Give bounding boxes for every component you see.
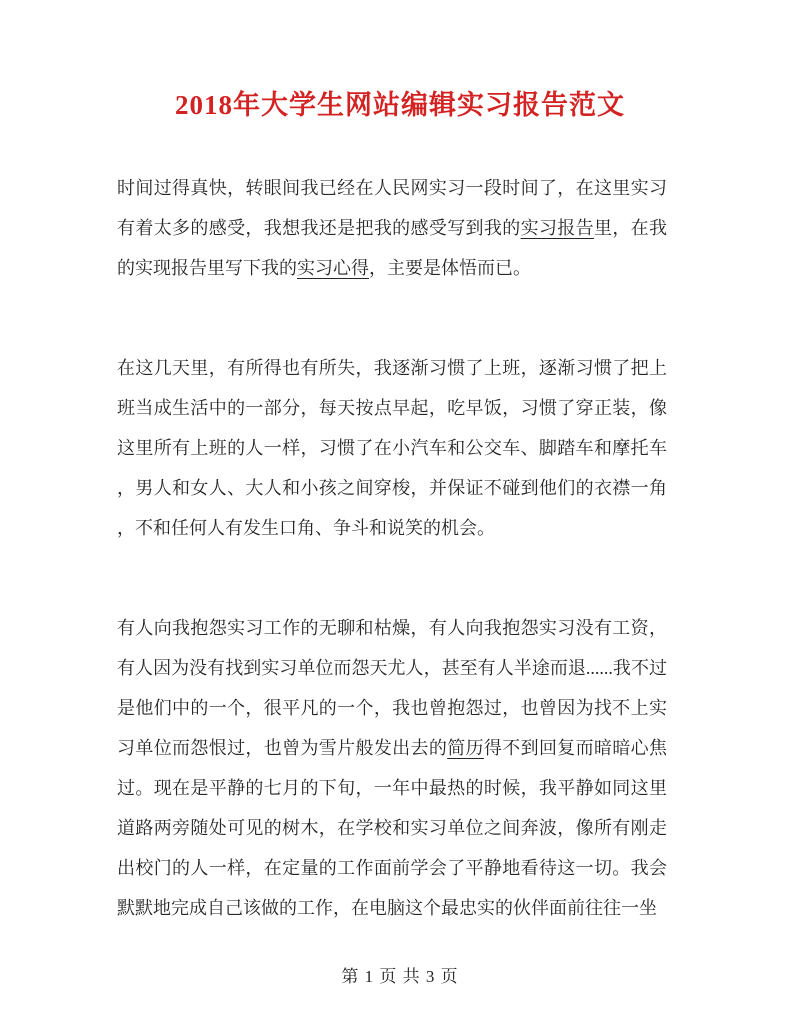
text-segment: ，主要是体悟而已。 [369,258,531,278]
text-segment: 得不到回复而暗暗心焦过。现在是平静的七月的下旬，一年中最热的时候，我平静如同这里道路两旁随处可见的树木，在学校和实习单位之间奔波，像所有刚走出校门的人一样，在定量的工作面前学会了平静地看待这一切。我会默默地完成自己该做的工作，在电脑这个最忠实的伙伴面前往往一坐 [117,738,668,918]
paragraph [117,608,667,928]
page-footer [0,966,800,988]
underlined-text: 实习心得 [297,258,369,278]
document-title: 2018年大学生网站编辑实习报告范文 [175,90,625,120]
page-number-text: 第 1 页 共 3 页 [341,967,459,986]
underlined-text: 实习报告 [520,218,594,238]
underlined-text: 简历 [447,738,484,758]
paragraph [117,168,667,288]
text-segment: 里，在我的实现报告里写下我的 [117,218,668,278]
text-segment: 时间过得真快，转眼间我已经在人民网实习一段时间了，在这里实习有着太多的感受，我想我还是把我的感受写到我的 [117,178,667,238]
paragraph [117,348,667,548]
text-segment: 在这几天里，有所得也有所失，我逐渐习惯了上班，逐渐习惯了把上班当成生活中的一部分，每天按点早起，吃早饭，习惯了穿正装，像这里所有上班的人一样，习惯了在小汽车和公交车、脚踏车和摩托车，男人和女人、大人和小孩之间穿梭，并保证不碰到他们的衣襟一角，不和任何人有发生口角、争斗和说笑的机会。 [117,358,667,538]
text-segment: 有人向我抱怨实习工作的无聊和枯燥，有人向我抱怨实习没有工资，有人因为没有找到实习单位而怨天尤人，甚至有人半途而退......我不过是他们中的一个，很平凡的一个，我也曾抱怨过，也曾因为找不上实习单位而怨恨过，也曾为雪片般发出去的 [117,618,667,758]
document-body [117,168,667,928]
